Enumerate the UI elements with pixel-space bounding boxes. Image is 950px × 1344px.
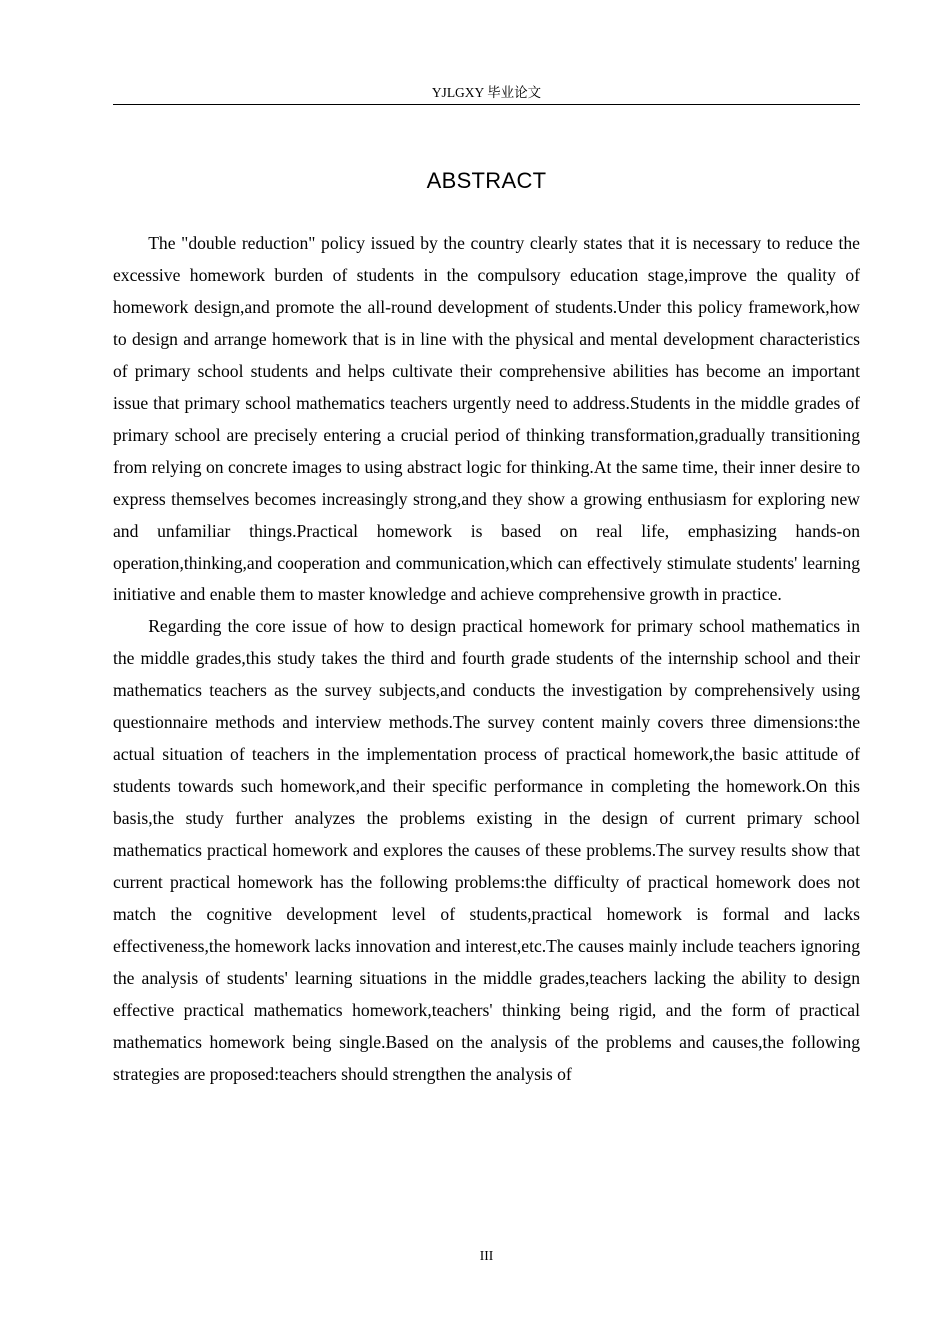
abstract-paragraph-2: Regarding the core issue of how to design practical homework for primary school mathematics in the middle grades,this study takes the third and fourth grade students of the internship school and their mathematics teachers as the survey subjects,and conducts the investigation by comprehensively using questionnaire methods and interview methods.The survey content mainly covers three dimensions:the actual situation of teachers in the implementation process of practical homework,the basic attitude of students towards such homework,and their specific performance in completing the homework.On this basis,the study further analyzes the problems existing in the design of current primary school mathematics practical homework and explores the causes of these problems.The survey results show that current practical homework has the following problems:the difficulty of practical homework does not match the cognitive development level of students,practical homework is formal and lacks effectiveness,the homework lacks innovation and interest,etc.The causes mainly include teachers ignoring the analysis of students' learning situations in the middle grades,teachers lacking the ability to design effective practical mathematics homework,teachers' thinking being rigid, and the form of practical mathematics homework being single.Based on the analysis of the problems and causes,the following strategies are proposed:teachers should strengthen the analysis of <box>113 616 860 1084</box>
page-header <box>113 84 860 105</box>
header-text: YJLGXY 毕业论文 <box>431 85 542 100</box>
abstract-paragraph-1: The "double reduction" policy issued by the country clearly states that it is necessary to reduce the excessive homework burden of students in the compulsory education stage,improve the quality of homework design,and promote the all-round development of students.Under this policy framework,how to design and arrange homework that is in line with the physical and mental development characteristics of primary school students and helps cultivate their comprehensive abilities has become an important issue that primary school mathematics teachers urgently need to address.Students in the middle grades of primary school are precisely entering a crucial period of thinking transformation,gradually transitioning from relying on concrete images to using abstract logic for thinking.At the same time, their inner desire to express themselves becomes increasingly strong,and they show a growing enthusiasm for exploring new and unfamiliar things.Practical homework is based on real life, emphasizing hands-on operation,thinking,and cooperation and communication,which can effectively stimulate students' learning initiative and enable them to master knowledge and achieve comprehensive growth in practice. <box>113 233 860 605</box>
page-number: III <box>479 1248 494 1263</box>
abstract-body <box>113 228 860 1091</box>
abstract-title: ABSTRACT <box>426 168 547 193</box>
